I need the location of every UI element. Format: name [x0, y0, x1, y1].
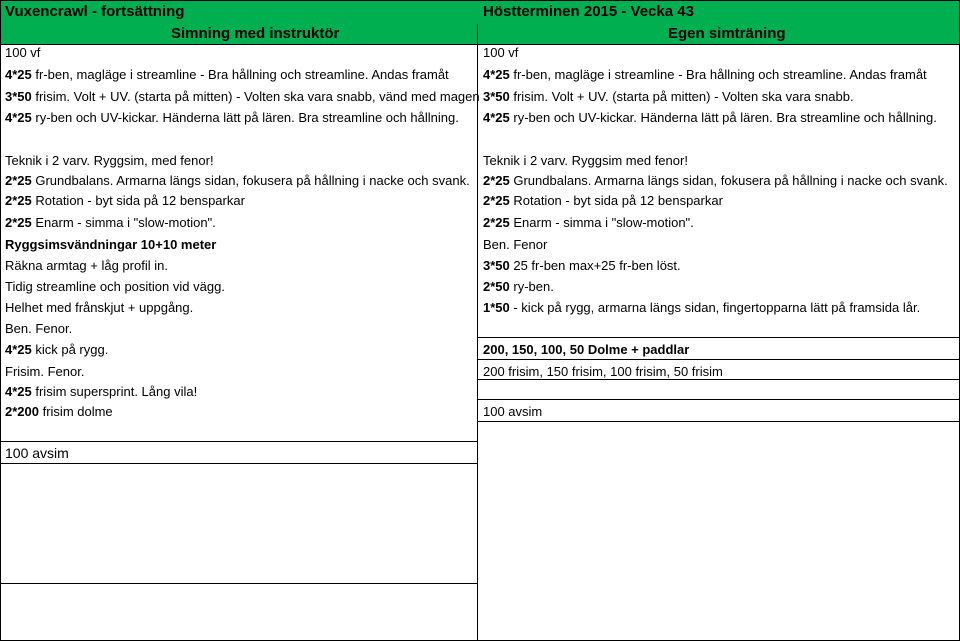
row-text: Frisim. Fenor. — [5, 364, 85, 379]
right-row-3 — [483, 108, 937, 127]
row-text: Ben. Fenor. — [5, 321, 73, 336]
row-text: ry-ben. — [509, 279, 554, 294]
row-quantity: 2*25 — [483, 215, 510, 230]
right-column-heading: Egen simträning — [668, 25, 786, 42]
row-text: Helhet med frånskjut + uppgång. — [5, 300, 194, 315]
row-quantity: 2*25 — [5, 193, 32, 208]
left-footer-line — [1, 463, 477, 464]
sheet-title: Vuxencrawl - fortsättning — [5, 3, 185, 20]
row-quantity: 4*25 — [5, 67, 32, 82]
row-text: frisim supersprint. Lång vila! — [31, 384, 198, 399]
left-footer-cooldown: 100 avsim — [5, 445, 69, 461]
right-row-0 — [483, 43, 518, 62]
row-text: ry-ben och UV-kickar. Händerna lätt på lären. Bra streamline och hållning. — [31, 110, 459, 125]
row-quantity: 1*50 — [483, 300, 510, 315]
right-row-2 — [483, 87, 854, 106]
right-row-7 — [483, 191, 723, 210]
row-text: Rotation - byt sida på 12 bensparkar — [31, 193, 245, 208]
row-text: 100 vf — [5, 45, 41, 60]
row-text: fr-ben, magläge i streamline - Bra hållning och streamline. Andas framåt — [509, 67, 927, 82]
right-row-10 — [483, 256, 681, 275]
right-row-11 — [483, 277, 554, 296]
row-text: Räkna armtag + låg profil in. — [5, 258, 168, 273]
right-row-5 — [483, 151, 688, 170]
row-text: - kick på rygg, armarna längs sidan, fingertopparna lätt på framsida lår. — [509, 300, 921, 315]
row-text: frisim. Volt + UV. (starta på mitten) - Volten ska vara snabb. — [509, 89, 854, 104]
right-row-1 — [483, 65, 927, 84]
title-bar — [1, 1, 959, 25]
row-text: Grundbalans. Armarna längs sidan, fokusera på hållning i nacke och svank. — [509, 173, 948, 188]
left-row-12 — [5, 298, 193, 317]
term-week-label: Höstterminen 2015 - Vecka 43 — [483, 3, 694, 20]
left-row-14 — [5, 340, 108, 359]
left-row-10 — [5, 256, 168, 275]
left-row-16 — [5, 382, 197, 401]
row-quantity: 200, 150, 100, 50 Dolme + paddlar — [483, 342, 690, 357]
row-quantity: 4*25 — [5, 110, 32, 125]
right-row-8 — [483, 213, 694, 232]
row-text: 25 fr-ben max+25 fr-ben löst. — [509, 258, 681, 273]
row-text: frisim. Volt + UV. (starta på mitten) - Volten ska vara snabb, vänd med magen — [31, 89, 480, 104]
left-row-17 — [5, 402, 113, 421]
right-row-17 — [483, 402, 542, 421]
row-quantity: 4*25 — [5, 384, 32, 399]
row-quantity: 4*25 — [483, 110, 510, 125]
left-row-9 — [5, 235, 216, 254]
row-text: Rotation - byt sida på 12 bensparkar — [509, 193, 723, 208]
row-text: Tidig streamline och position vid vägg. — [5, 279, 225, 294]
row-quantity: 4*25 — [483, 67, 510, 82]
right-box-line-5 — [478, 421, 959, 422]
left-heading-bar — [1, 24, 477, 45]
left-row-0 — [5, 43, 40, 62]
left-row-2 — [5, 87, 480, 106]
row-text: Grundbalans. Armarna längs sidan, fokusera på hållning i nacke och svank. — [31, 173, 470, 188]
right-box-line-1 — [478, 337, 959, 338]
row-quantity: 2*25 — [5, 173, 32, 188]
right-box-line-2 — [478, 359, 959, 360]
row-quantity: 2*25 — [483, 173, 510, 188]
row-text: Teknik i 2 varv. Ryggsim, med fenor! — [5, 153, 214, 168]
row-text: 200 frisim, 150 frisim, 100 frisim, 50 frisim — [483, 364, 723, 379]
left-row-13 — [5, 319, 72, 338]
right-heading-bar — [478, 24, 959, 45]
row-quantity: 2*50 — [483, 279, 510, 294]
right-row-9 — [483, 235, 547, 254]
left-row-3 — [5, 108, 459, 127]
row-text: fr-ben, magläge i streamline - Bra hållning och streamline. Andas framåt — [31, 67, 449, 82]
left-row-8 — [5, 213, 216, 232]
row-quantity: 2*200 — [5, 404, 39, 419]
row-text: Teknik i 2 varv. Ryggsim med fenor! — [483, 153, 688, 168]
left-row-1 — [5, 65, 449, 84]
left-row-5 — [5, 151, 214, 170]
row-text: frisim dolme — [38, 404, 113, 419]
row-text: Ben. Fenor — [483, 237, 548, 252]
row-quantity: 3*50 — [5, 89, 32, 104]
column-divider — [477, 24, 478, 640]
left-bottom-line — [1, 583, 477, 584]
left-column-heading: Simning med instruktör — [171, 25, 340, 42]
row-quantity: 4*25 — [5, 342, 32, 357]
right-row-14 — [483, 340, 689, 359]
right-row-12 — [483, 298, 920, 317]
row-quantity: 2*25 — [483, 193, 510, 208]
right-box-line-4 — [478, 399, 959, 400]
left-footer-divider — [1, 441, 477, 442]
left-row-11 — [5, 277, 225, 296]
row-quantity: 3*50 — [483, 258, 510, 273]
row-quantity: Ryggsimsvändningar 10+10 meter — [5, 237, 217, 252]
row-text: Enarm - simma i "slow-motion". — [31, 215, 216, 230]
right-row-6 — [483, 171, 948, 190]
row-quantity: 2*25 — [5, 215, 32, 230]
row-text: kick på rygg. — [31, 342, 109, 357]
row-quantity: 3*50 — [483, 89, 510, 104]
left-row-6 — [5, 171, 470, 190]
row-text: 100 vf — [483, 45, 519, 60]
left-row-7 — [5, 191, 245, 210]
row-text: 100 avsim — [483, 404, 543, 419]
row-text: ry-ben och UV-kickar. Händerna lätt på lären. Bra streamline och hållning. — [509, 110, 937, 125]
left-row-15 — [5, 362, 84, 381]
right-box-line-3 — [478, 379, 959, 380]
row-text: Enarm - simma i "slow-motion". — [509, 215, 694, 230]
